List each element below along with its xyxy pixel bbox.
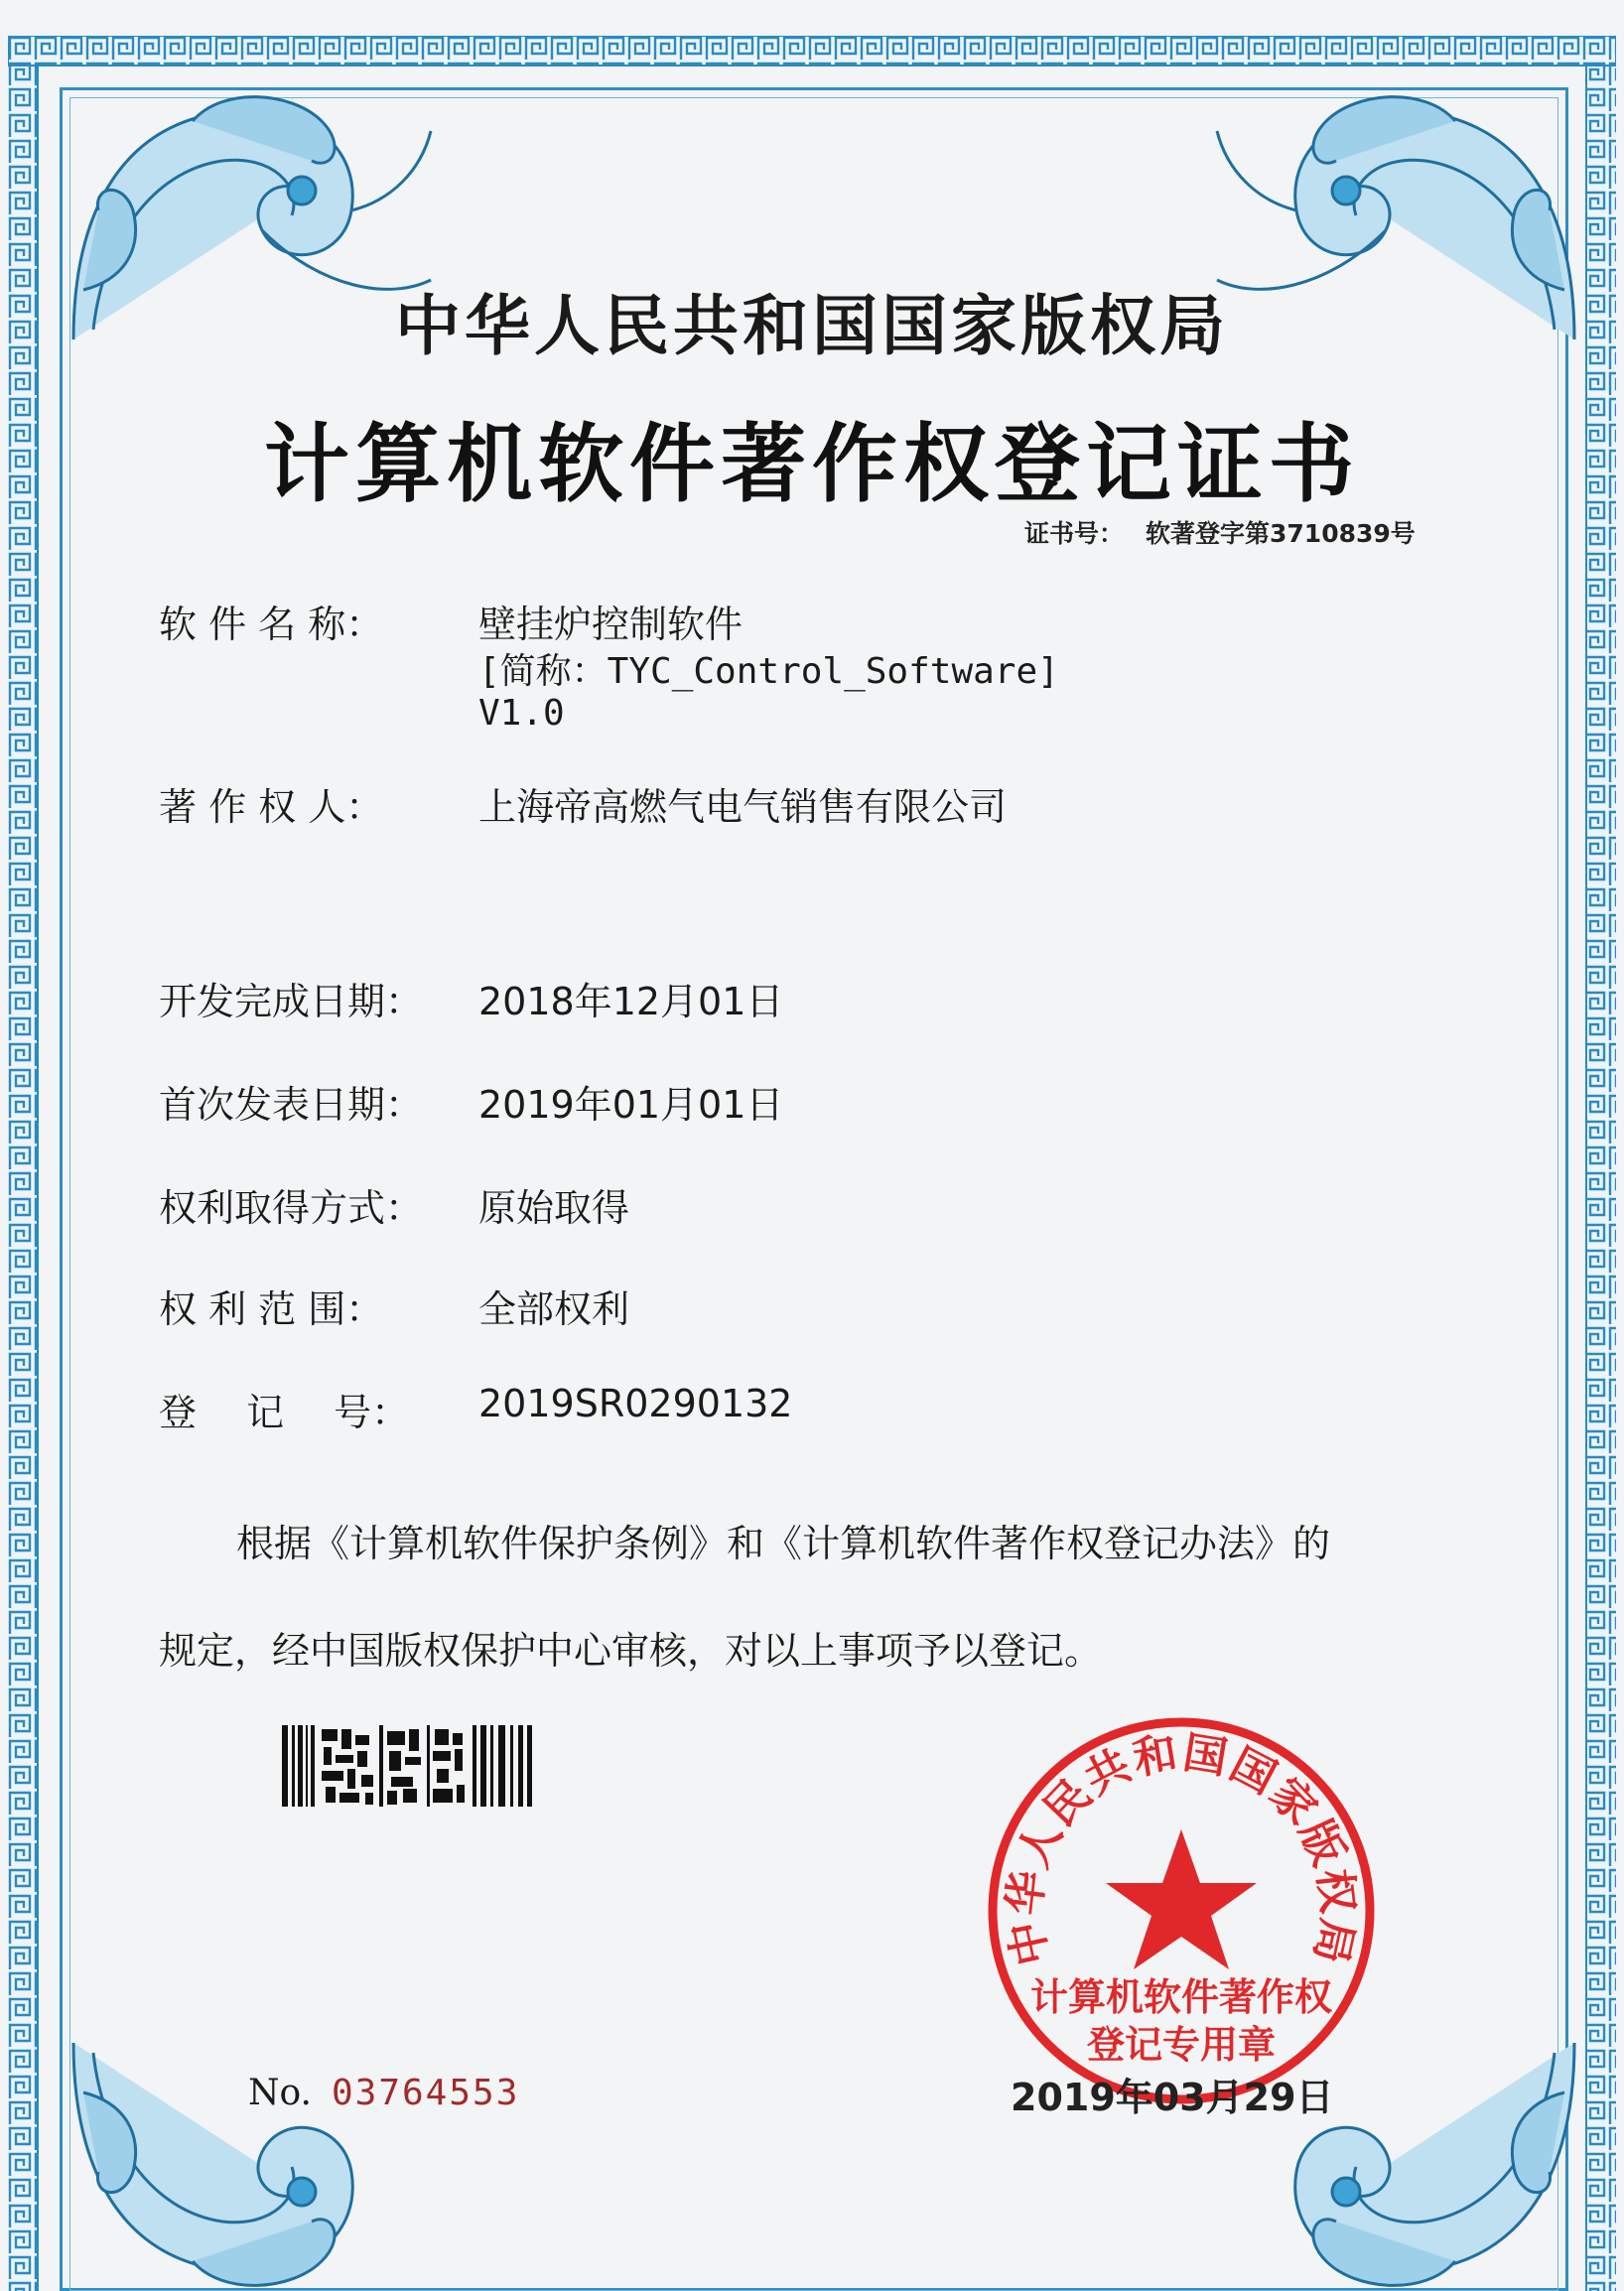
field-label: 著 作 权 人： <box>159 785 384 829</box>
issuer-heading: 中华人民共和国国家版权局 <box>395 288 1229 364</box>
serial-number <box>248 2073 519 2113</box>
first-publication-date-value: 2019年01月01日 <box>478 1083 784 1127</box>
software-name-value: 壁挂炉控制软件 <box>478 603 744 646</box>
field-first-publication-date <box>159 1074 784 1129</box>
registration-no-value: 2019SR0290132 <box>478 1382 793 1425</box>
field-copyright-owner <box>159 776 1008 831</box>
acquisition-method-value: 原始取得 <box>478 1186 630 1230</box>
seal-inner-line-1: 计算机软件著作权 <box>1029 1975 1333 2019</box>
field-label: 软 件 名 称： <box>159 603 384 646</box>
serial-number-value: 03764553 <box>331 2073 520 2113</box>
certificate-number <box>1024 514 1437 550</box>
field-label: 登 记 号： <box>159 1391 410 1434</box>
issue-date: 2019年03月29日 <box>1011 2076 1334 2119</box>
software-short-name-value: [简称：TYC_Control_Software] <box>478 651 1059 692</box>
serial-prefix: No. <box>248 2073 312 2113</box>
statement-line-1: 根据《计算机软件保护条例》和《计算机软件著作权登记办法》的 <box>236 1522 1331 1565</box>
completion-date-value: 2018年12月01日 <box>478 980 784 1023</box>
certificate-number-label: 证书号： <box>1024 519 1125 548</box>
seal-star-icon <box>1106 1829 1257 1969</box>
certificate-title: 计算机软件著作权登记证书 <box>264 414 1360 514</box>
seal-inner-line-2: 登记专用章 <box>1086 2023 1277 2067</box>
statement-line-2: 规定，经中国版权保护中心审核，对以上事项予以登记。 <box>159 1629 1103 1673</box>
field-label: 首次发表日期： <box>159 1083 424 1127</box>
field-acquisition-method <box>159 1177 630 1232</box>
seal-outer-text: 中华人民共和国国家版权局 <box>999 1727 1364 1970</box>
copyright-owner-value: 上海帝高燃气电气销售有限公司 <box>478 785 1008 829</box>
field-label: 开发完成日期： <box>159 980 424 1023</box>
field-registration-no <box>159 1382 793 1436</box>
certificate-number-value: 软著登字第3710839号 <box>1146 519 1416 548</box>
corner-ornament-bottom-left <box>64 2033 441 2291</box>
barcode-image <box>282 1725 532 1807</box>
field-completion-date <box>159 971 784 1025</box>
software-version-value: V1.0 <box>478 693 565 734</box>
field-label: 权利取得方式： <box>159 1186 424 1230</box>
field-label: 权 利 范 围： <box>159 1287 384 1331</box>
field-software-name <box>159 594 744 648</box>
rights-scope-value: 全部权利 <box>478 1287 630 1331</box>
official-red-seal <box>983 1712 1380 2109</box>
field-rights-scope <box>159 1279 630 1333</box>
